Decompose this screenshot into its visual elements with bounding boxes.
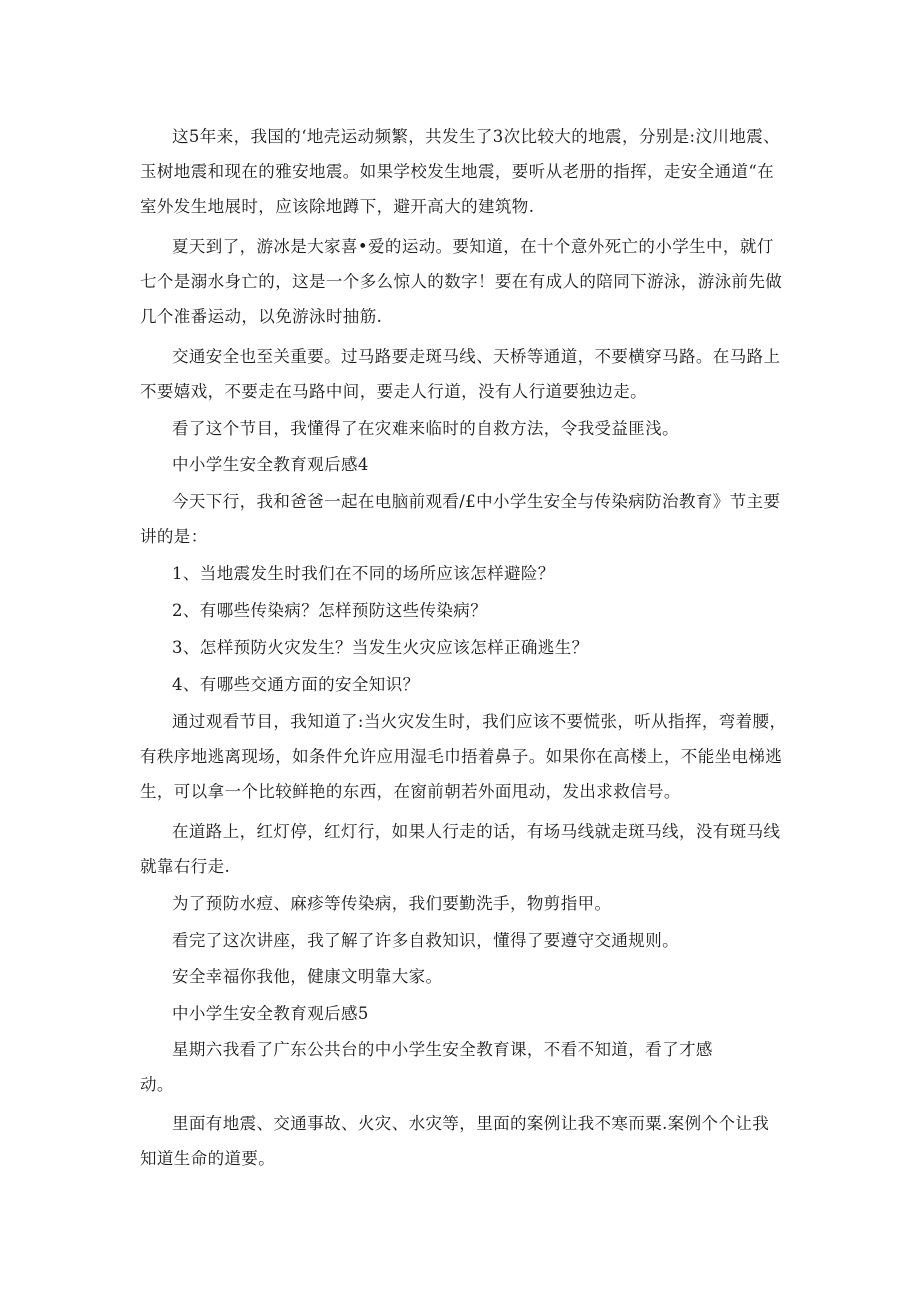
text-line: 室外发生地展时，应该除地蹲下，避开高大的建筑物. <box>140 197 535 216</box>
text-line: 有秩序地逃离现场，如条件允许应用湿毛巾捂着鼻子。如果你在高楼上，不能坐电梯逃 <box>140 747 783 766</box>
text-line: 在道路上，红灯停，红灯行，如果人行走的话，有场马线就走斑马线，没有斑马线 <box>172 822 781 841</box>
text-line: 这5年来，我国的‘地壳运动频繁，共发生了3次比较大的地震，分别是:汶川地震、 <box>172 127 780 146</box>
list-item: 2、有哪些传染病？怎样预防这些传染病？ <box>172 601 488 620</box>
text-line: 通过观看节目，我知道了:当火灾发生时，我们应该不要慌张，听从指挥，弯着腰， <box>172 712 787 731</box>
text-line: 为了预防水痘、麻疹等传染病，我们要勤洗手，物剪指甲。 <box>172 894 612 913</box>
list-item: 4、有哪些交通方面的安全知识？ <box>172 675 420 694</box>
text-line: 动。 <box>140 1075 174 1094</box>
text-line: 里面有地震、交通事故、火灾、水灾等，里面的案例让我不寒而粟.案例个个让我 <box>172 1114 770 1133</box>
text-line: 看了这个节目，我懂得了在灾难来临时的自救方法，令我受益匪浅。 <box>172 419 679 438</box>
text-line: 几个准番运动，以免游泳时抽筋. <box>140 307 383 326</box>
text-line: 七个是溺水身亡的，这是一个多么惊人的数字！要在有成人的陪同下游泳，游泳前先做 <box>140 272 783 291</box>
text-line: 知道生命的道要。 <box>140 1149 276 1168</box>
text-line: 今天下行，我和爸爸一起在电脑前观看/£中小学生安全与传染病防治教育》节主要 <box>172 492 781 511</box>
text-line: 生，可以拿一个比较鲜艳的东西，在窗前朝若外面甩动，发出求救信号。 <box>140 782 681 801</box>
text-line: 夏天到了，游冰是大家喜•爱的运动。要知道，在十个意外死亡的小学生中，就仃 <box>172 237 774 256</box>
text-line: 安全幸福你我他，健康文明靠大家。 <box>172 967 443 986</box>
section-heading: 中小学生安全教育观后感5 <box>172 1004 369 1023</box>
text-line: 玉树地震和现在的雅安地震。如果学校发生地震，要听从老册的指挥，走安全通道“在 <box>140 162 775 181</box>
list-item: 1、当地震发生时我们在不同的场所应该怎样避险？ <box>172 564 555 583</box>
text-line: 星期六我看了广东公共台的中小学生安全教育课，不看不知道，看了才感 <box>172 1040 713 1059</box>
text-line: 不要嬉戏，不要走在马路中间，要走人行道，没有人行道要独边走。 <box>140 382 647 401</box>
text-line: 交通安全也至关重要。过马路要走斑马线、天桥等通道，不要横穿马路。在马路上 <box>172 347 781 366</box>
text-line: 讲的是： <box>140 527 208 546</box>
list-item: 3、怎样预防火灾发生？当发生火灾应该怎样正确逃生？ <box>172 638 589 657</box>
text-line: 看完了这次讲座，我了解了许多自救知识，懂得了要遵守交通规则。 <box>172 931 679 950</box>
section-heading: 中小学生安全教育观后感4 <box>172 455 369 474</box>
text-line: 就靠右行走. <box>140 857 231 876</box>
